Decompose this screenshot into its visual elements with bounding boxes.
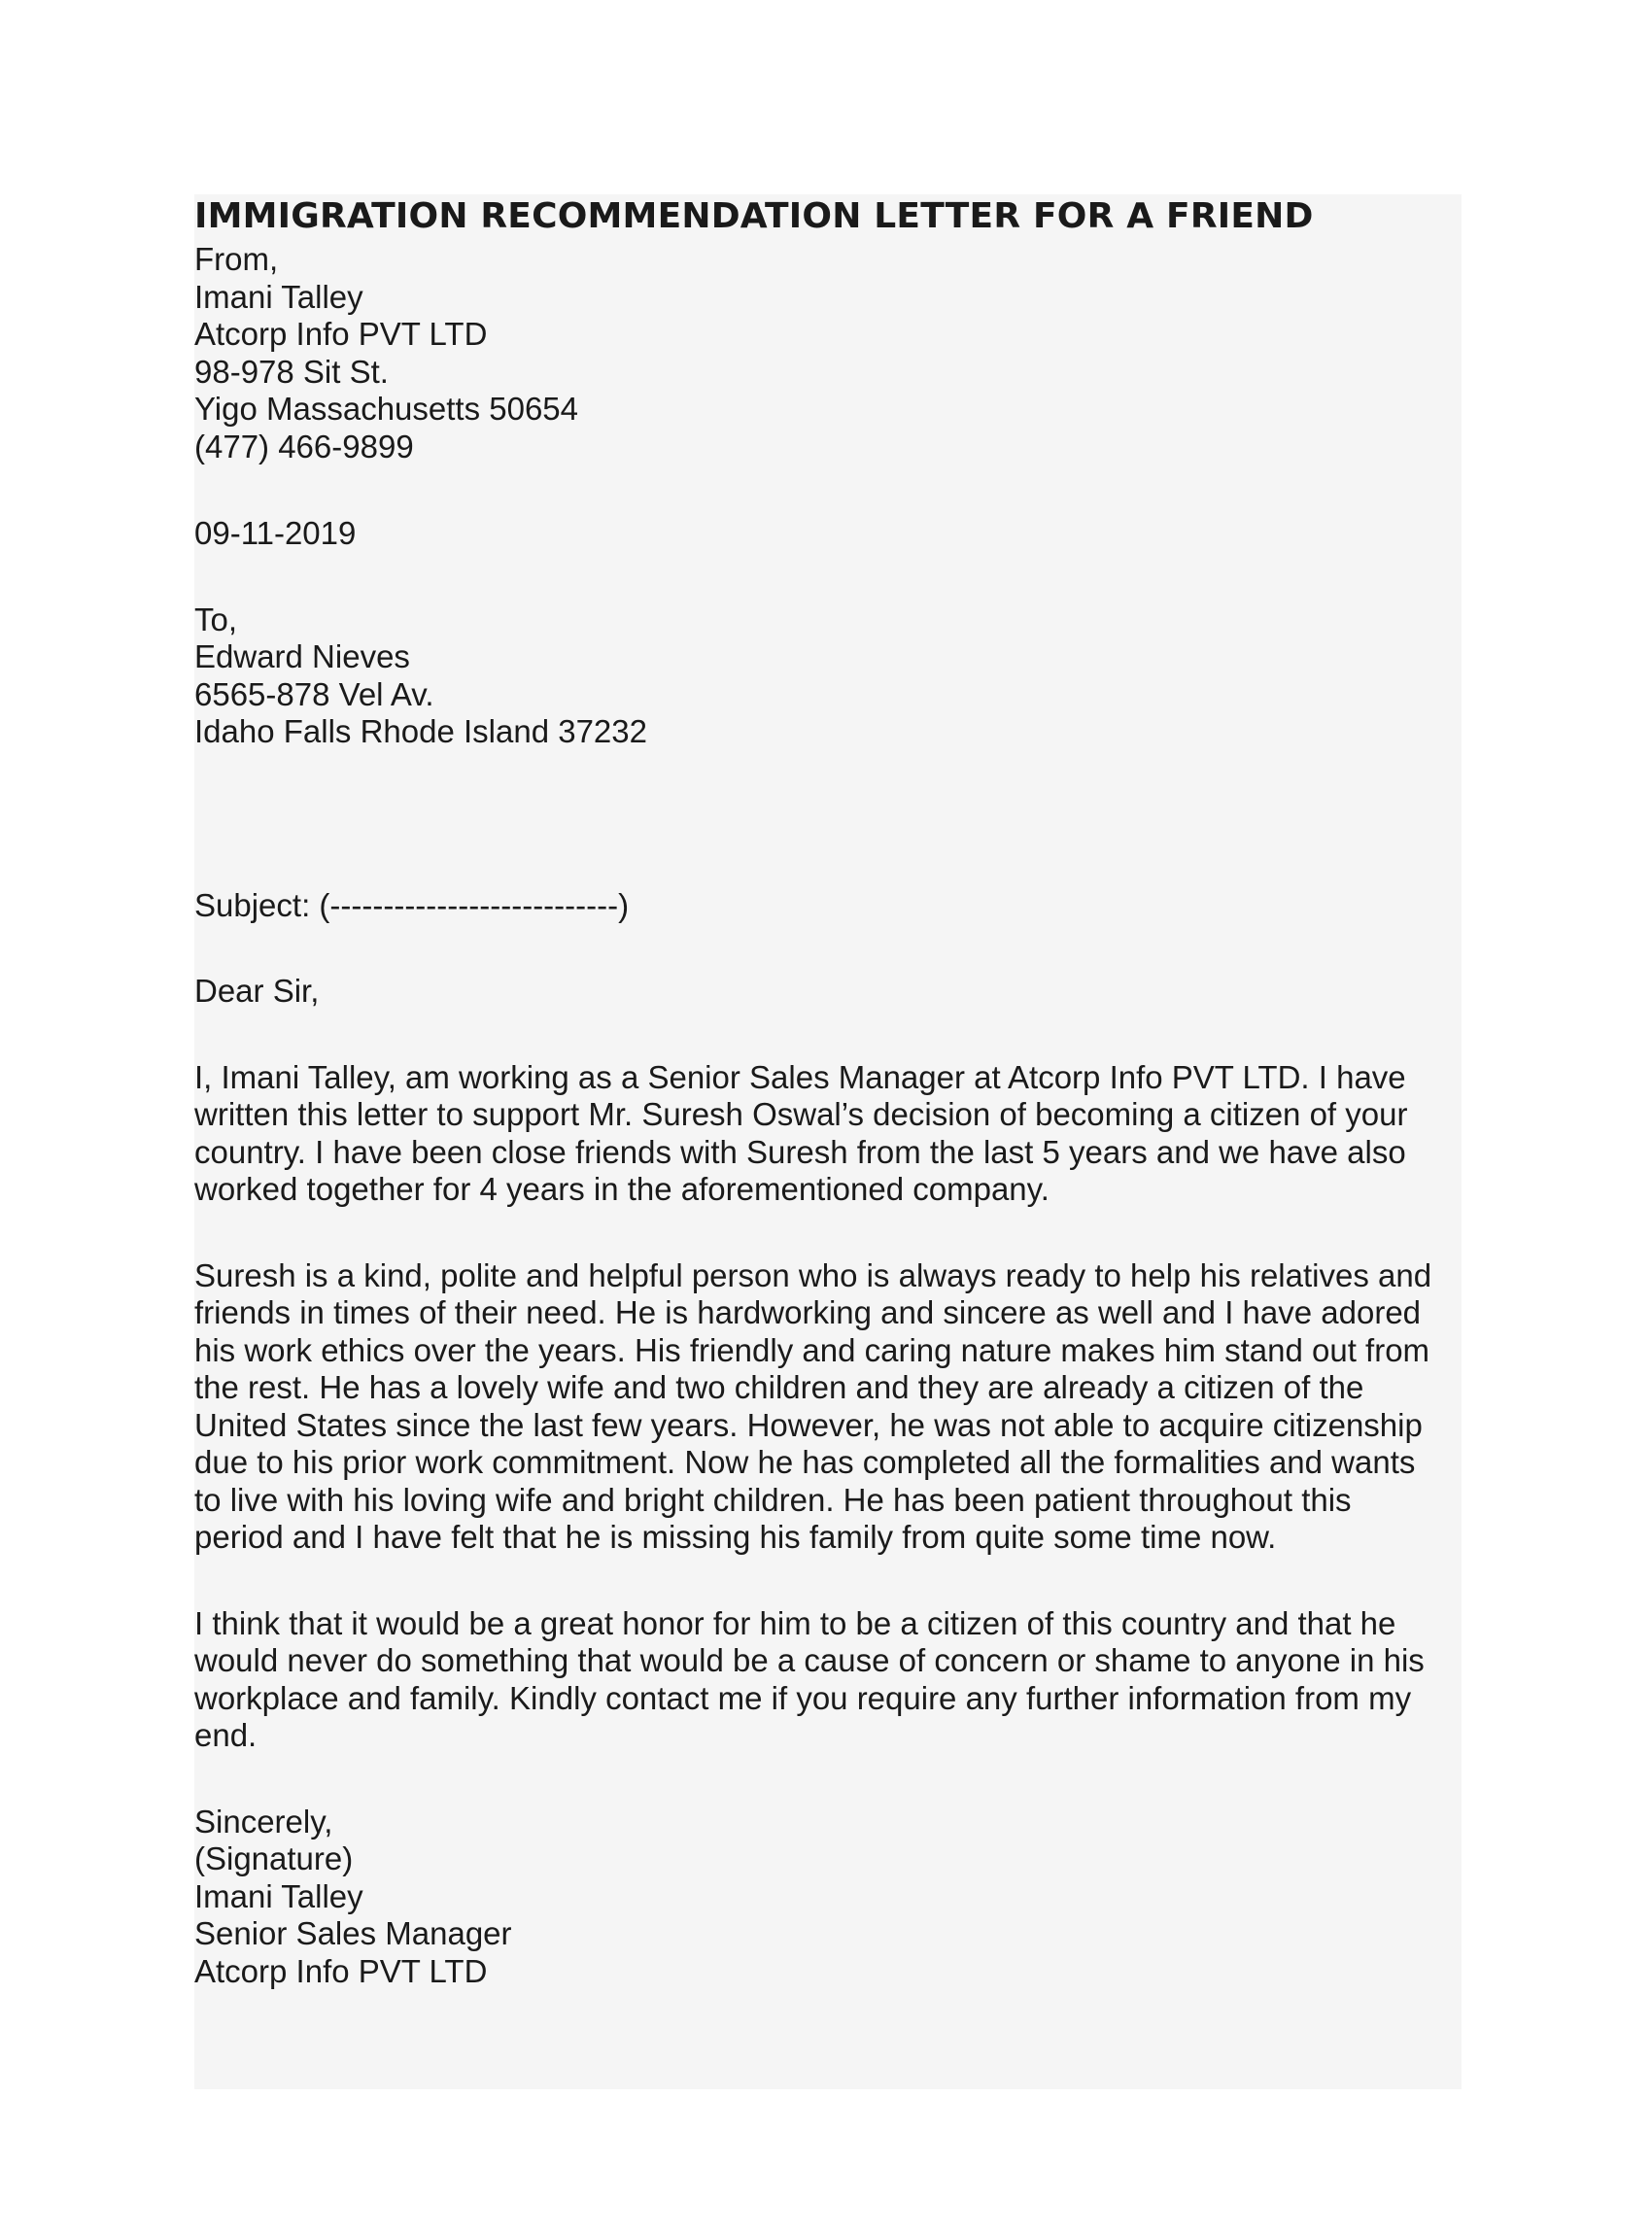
- paragraph-line: due to his prior work commitment. Now he has completed all the formalities and wants: [194, 1444, 1416, 1480]
- to-label: To,: [194, 601, 238, 637]
- paragraph-line: Suresh is a kind, polite and helpful person who is always ready to help his relatives and: [194, 1256, 1432, 1293]
- paragraph-line: friends in times of their need. He is hardworking and sincere as well and I have adored: [194, 1294, 1422, 1330]
- paragraph-line: written this letter to support Mr. Suresh Oswal’s decision of becoming a citizen of your: [194, 1096, 1408, 1132]
- subject-text: Subject: (---------------------------): [194, 886, 630, 923]
- paragraph-line: his work ethics over the years. His friendly and caring nature makes him stand out from: [194, 1331, 1430, 1368]
- paragraph-line: the rest. He has a lovely wife and two children and they are already a citizen of the: [194, 1369, 1364, 1405]
- paragraph-line: would never do something that would be a cause of concern or shame to anyone in his: [194, 1642, 1425, 1678]
- recipient-street: 6565-878 Vel Av.: [194, 675, 434, 712]
- closing-block: [194, 1804, 1458, 1991]
- date-text: 09-11-2019: [194, 515, 357, 551]
- signature-placeholder: (Signature): [194, 1840, 354, 1876]
- paragraph-line: United States since the last few years. However, he was not able to acquire citizenship: [194, 1406, 1423, 1443]
- paragraph-line: to live with his loving wife and bright children. He has been patient throughout this: [194, 1481, 1352, 1518]
- subject-line: [194, 887, 1458, 925]
- paragraph-line: worked together for 4 years in the aforementioned company.: [194, 1171, 1050, 1207]
- recipient-address: [194, 602, 1458, 751]
- sender-phone: (477) 466-9899: [194, 428, 414, 464]
- sender-street: 98-978 Sit St.: [194, 353, 389, 390]
- sender-city: Yigo Massachusetts 50654: [194, 391, 579, 427]
- letter-content: [194, 192, 1458, 1990]
- body-paragraph-3: [194, 1605, 1458, 1755]
- letter-title: IMMIGRATION RECOMMENDATION LETTER FOR A FRIEND: [194, 196, 1314, 236]
- sender-company: Atcorp Info PVT LTD: [194, 316, 488, 352]
- letter-date: [194, 515, 1458, 553]
- recipient-city: Idaho Falls Rhode Island 37232: [194, 713, 647, 749]
- recipient-name: Edward Nieves: [194, 638, 410, 674]
- sender-name: Imani Talley: [194, 278, 363, 315]
- paragraph-line: I think that it would be a great honor for him to be a citizen of this country and that he: [194, 1604, 1396, 1641]
- from-label: From,: [194, 241, 279, 277]
- valediction: Sincerely,: [194, 1803, 333, 1840]
- closing-name: Imani Talley: [194, 1877, 363, 1914]
- body-paragraph-2: [194, 1257, 1458, 1557]
- paragraph-line: workplace and family. Kindly contact me if you require any further information from my: [194, 1679, 1412, 1716]
- paragraph-line: end.: [194, 1717, 258, 1753]
- salutation-text: Dear Sir,: [194, 973, 320, 1009]
- paragraph-line: I, Imani Talley, am working as a Senior Sales Manager at Atcorp Info PVT LTD. I have: [194, 1058, 1406, 1095]
- paragraph-line: period and I have felt that he is missing his family from quite some time now.: [194, 1519, 1277, 1555]
- paragraph-line: country. I have been close friends with Suresh from the last 5 years and we have also: [194, 1133, 1406, 1170]
- closing-company: Atcorp Info PVT LTD: [194, 1952, 488, 1989]
- closing-position: Senior Sales Manager: [194, 1915, 512, 1951]
- sender-address: [194, 241, 1458, 465]
- salutation: [194, 973, 1458, 1011]
- body-paragraph-1: [194, 1059, 1458, 1209]
